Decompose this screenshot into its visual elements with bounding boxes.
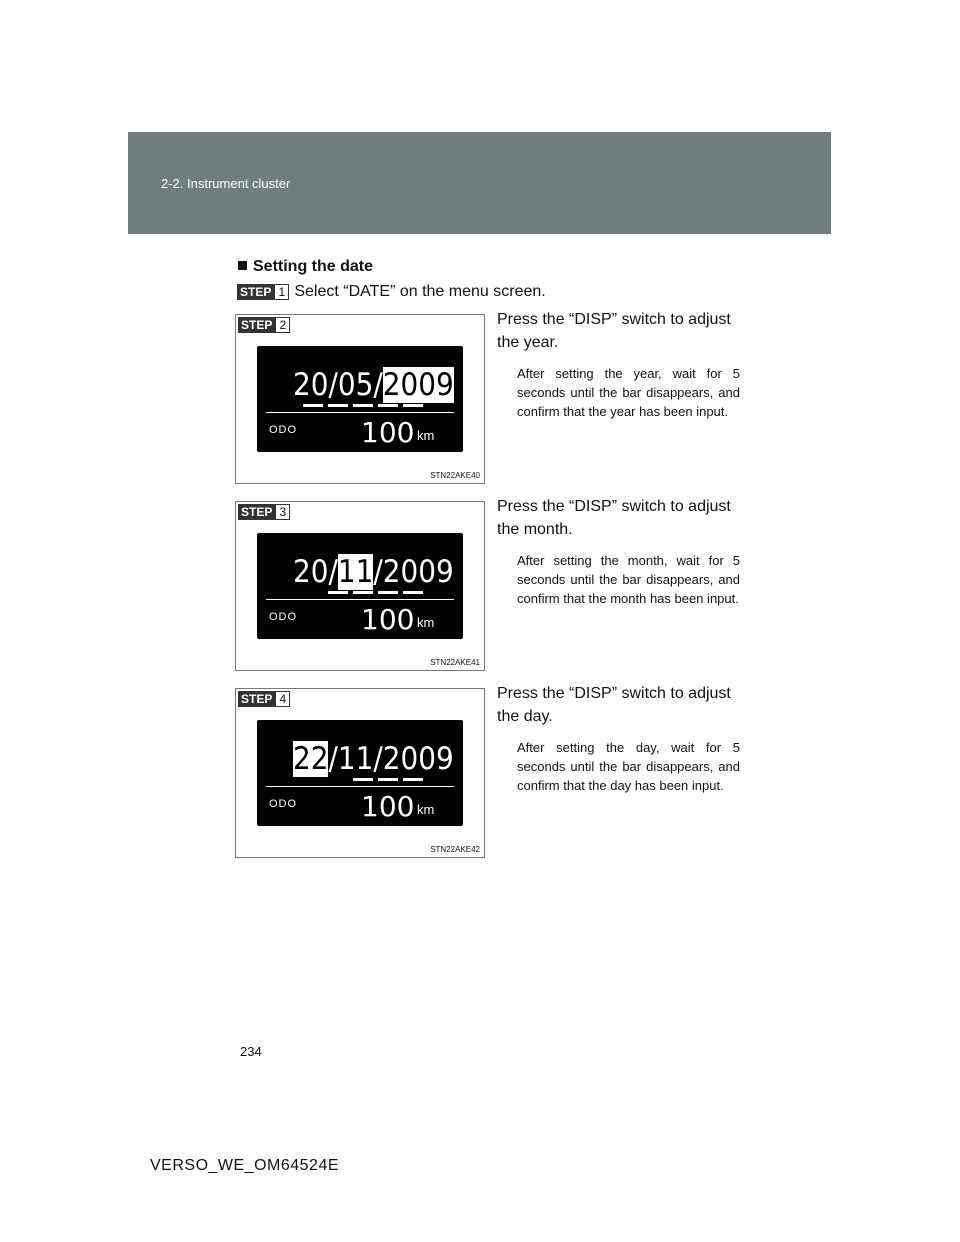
- section-label: 2-2. Instrument cluster: [161, 176, 291, 191]
- step-2-description: [497, 308, 740, 421]
- lcd-display: [257, 720, 463, 826]
- odo-label: ODO: [269, 611, 298, 623]
- odometer-value: 100: [361, 790, 415, 823]
- display-divider: [266, 599, 454, 600]
- step-label: STEP: [238, 504, 275, 520]
- progress-bar-segment: [303, 404, 323, 407]
- step-1: [237, 283, 546, 301]
- step-label: STEP: [238, 691, 275, 707]
- step-3-description: [497, 495, 740, 608]
- step-number: 4: [275, 691, 290, 707]
- date-separator: /: [328, 741, 338, 777]
- figure-code: STN22AKE42: [430, 845, 480, 854]
- step-label: STEP: [237, 284, 274, 300]
- month-digits: 05: [337, 367, 374, 403]
- note-text: After setting the month, wait for 5 seconds until the bar disappears, and confirm that the month has been input.: [517, 553, 740, 606]
- step-4-description: [497, 682, 740, 795]
- step-2-illustration: [235, 314, 485, 484]
- date-readout: [293, 742, 454, 776]
- odometer-unit: km: [417, 615, 435, 630]
- step-1-text: Select “DATE” on the menu screen.: [294, 283, 546, 300]
- step-number: 3: [275, 504, 290, 520]
- progress-bar-segment: [353, 778, 373, 781]
- progress-bar-segment: [353, 404, 373, 407]
- odo-label: ODO: [269, 424, 298, 436]
- progress-bar-segment: [403, 591, 423, 594]
- heading-text: Setting the date: [253, 258, 374, 275]
- year-digits: 2009: [382, 741, 454, 777]
- header-band: [128, 132, 831, 234]
- month-digits-highlighted: 11: [337, 554, 374, 590]
- progress-bar-segment: [353, 591, 373, 594]
- step-label: STEP: [238, 317, 275, 333]
- lcd-display: [257, 533, 463, 639]
- step-badge: [238, 504, 290, 520]
- odo-label: ODO: [269, 798, 298, 810]
- note-text: After setting the day, wait for 5 seconds until the bar disappears, and confirm that the day has been input.: [517, 740, 740, 793]
- step-badge: [238, 691, 290, 707]
- date-separator: /: [328, 554, 338, 590]
- date-readout: [293, 555, 454, 589]
- display-divider: [266, 412, 454, 413]
- figure-code: STN22AKE40: [430, 471, 480, 480]
- progress-bar-segment: [403, 404, 423, 407]
- date-separator: /: [373, 367, 383, 403]
- step-4-illustration: [235, 688, 485, 858]
- instruction-text: Press the “DISP” switch to adjust the year.: [497, 311, 731, 351]
- note-text: After setting the year, wait for 5 seconds until the bar disappears, and confirm that the year has been input.: [517, 366, 740, 419]
- month-digits: 11: [337, 741, 374, 777]
- day-digits-highlighted: 22: [293, 741, 329, 777]
- date-separator: /: [373, 554, 383, 590]
- display-divider: [266, 786, 454, 787]
- page-number: 234: [240, 1044, 262, 1059]
- date-separator: /: [373, 741, 383, 777]
- step-number: 1: [274, 284, 289, 300]
- square-bullet-icon: [238, 261, 247, 270]
- day-digits: 20: [293, 367, 329, 403]
- lcd-display: [257, 346, 463, 452]
- document-id: VERSO_WE_OM64524E: [150, 1157, 340, 1174]
- date-readout: [293, 368, 454, 402]
- step-number: 2: [275, 317, 290, 333]
- odometer-unit: km: [417, 428, 435, 443]
- instruction-text: Press the “DISP” switch to adjust the day.: [497, 685, 731, 725]
- instruction-text: Press the “DISP” switch to adjust the month.: [497, 498, 731, 538]
- year-digits-highlighted: 2009: [382, 367, 454, 403]
- progress-bar-segment: [403, 778, 423, 781]
- progress-bar-segment: [328, 404, 348, 407]
- step-badge: [238, 317, 290, 333]
- progress-bar-segment: [378, 591, 398, 594]
- odometer-value: 100: [361, 603, 415, 636]
- figure-code: STN22AKE41: [430, 658, 480, 667]
- odometer-value: 100: [361, 416, 415, 449]
- progress-bar-segment: [378, 778, 398, 781]
- date-separator: /: [328, 367, 338, 403]
- step-3-illustration: [235, 501, 485, 671]
- odometer-unit: km: [417, 802, 435, 817]
- progress-bar-segment: [328, 591, 348, 594]
- year-digits: 2009: [382, 554, 454, 590]
- step-badge: [237, 284, 289, 300]
- section-heading: [238, 258, 373, 276]
- day-digits: 20: [293, 554, 329, 590]
- progress-bar-segment: [378, 404, 398, 407]
